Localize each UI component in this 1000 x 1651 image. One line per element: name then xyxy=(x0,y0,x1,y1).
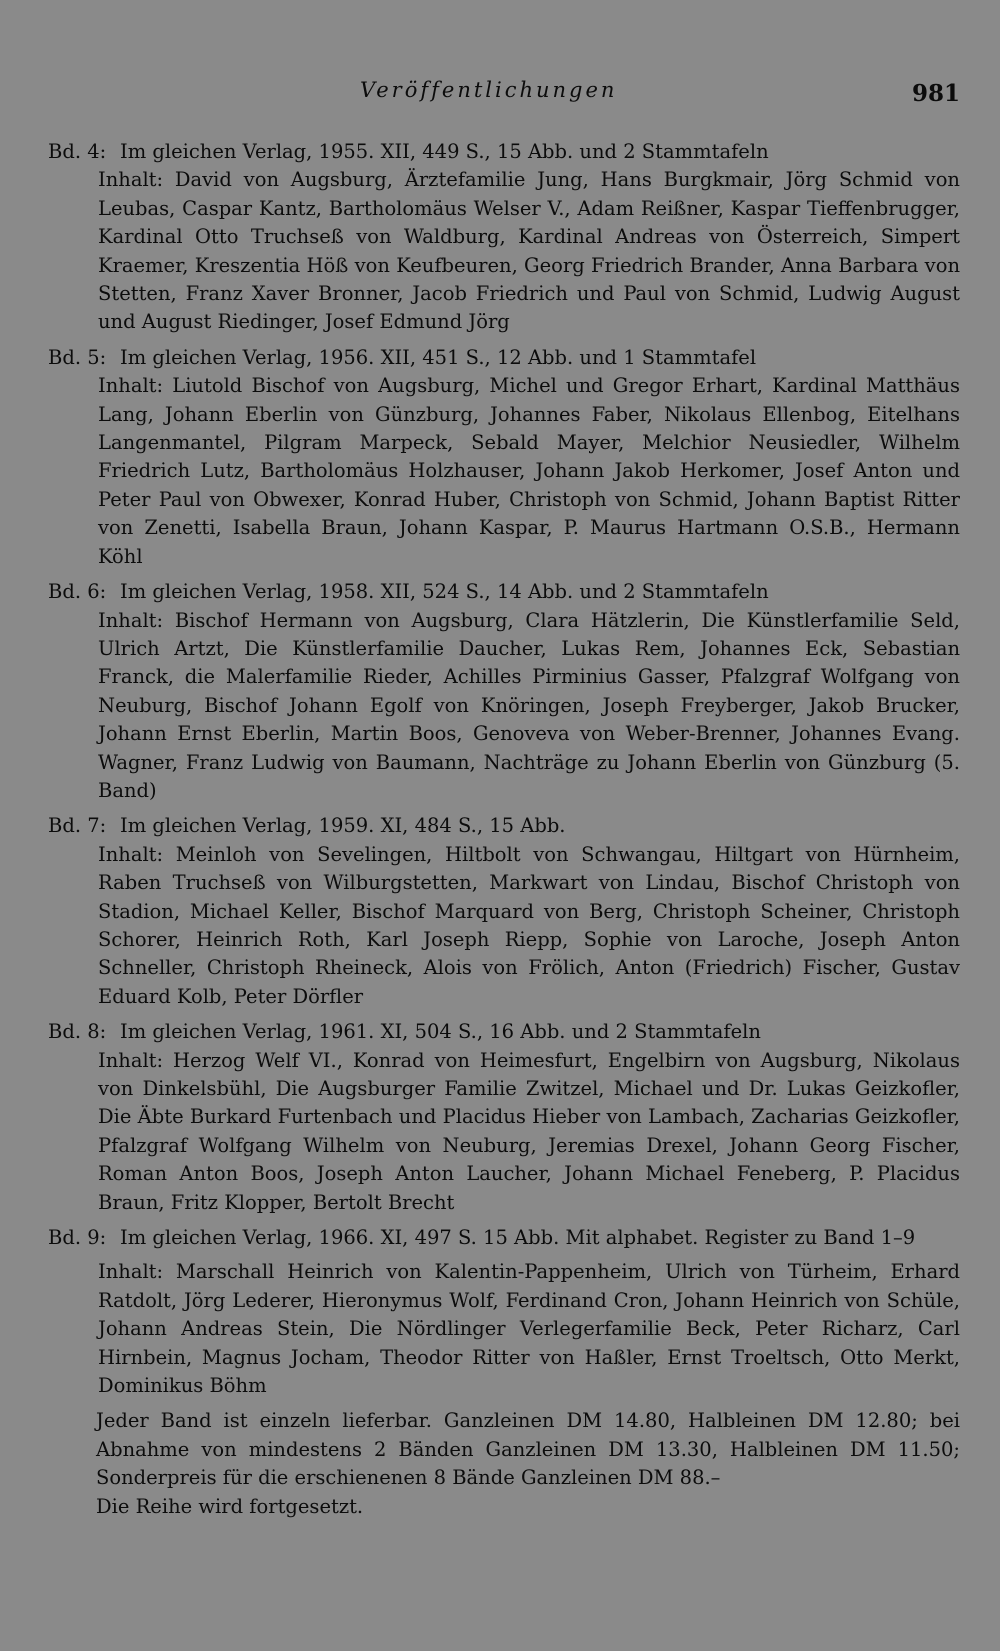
volume-entry-head xyxy=(48,578,960,606)
volume-contents: Inhalt: Bischof Hermann von Augsburg, Clara Hätzlerin, Die Künstlerfamilie Seld, Ulrich Artzt, Die Künstlerfamilie Daucher, Lukas Rem, Johannes Eck, Sebastian Franck, die Malerfamilie Rieder, Achilles Pirminius Gasser, Pfalzgraf Wolfgang von Neuburg, Bischof Johann Egolf von Knöringen, Joseph Freyberger, Jakob Brucker, Johann Ernst Eberlin, Martin Boos, Genoveva von Weber-Brenner, Johannes Evang. Wagner, Franz Ludwig von Baumann, Nachträge zu Johann Eberlin von Günzburg (5. Band) xyxy=(98,608,960,802)
volume-entry-head xyxy=(48,1018,960,1046)
volume-contents: Inhalt: Liutold Bischof von Augsburg, Michel und Gregor Erhart, Kardinal Matthäus Lang, Johann Eberlin von Günzburg, Johannes Faber, Nikolaus Ellenbog, Eitelhans Langenmantel, Pilgram Marpeck, Sebald Mayer, Melchior Neusiedler, Wilhelm Friedrich Lutz, Bartholomäus Holzhauser, Johann Jakob Herkomer, Josef Anton und Peter Paul von Obwexer, Konrad Huber, Christoph von Schmid, Johann Baptist Ritter von Zenetti, Isabella Braun, Johann Kaspar, P. Maurus Hartmann O.S.B., Hermann Köhl xyxy=(98,374,960,568)
volume-contents: Inhalt: David von Augsburg, Ärztefamilie Jung, Hans Burgkmair, Jörg Schmid von Leubas, Caspar Kantz, Bartholomäus Welser V., Adam Reißner, Kaspar Tieffenbrugger, Kardinal Otto Truchseß von Waldburg, Kardinal Andreas von Österreich, Simpert Kraemer, Kreszentia Höß von Keufbeuren, Georg Friedrich Brander, Anna Barbara von Stetten, Franz Xaver Bronner, Jacob Friedrich und Paul von Schmid, Ludwig August und August Riedinger, Josef Edmund Jörg xyxy=(98,168,960,334)
availability-note: Jeder Band ist einzeln lieferbar. Ganzleinen DM 14.80, Halbleinen DM 12.80; bei Abnahme von mindestens 2 Bänden Ganzleinen DM 13.30, Halbleinen DM 11.50; Sonderpreis für die erschienenen 8 Bände Ganzleinen DM 88.– xyxy=(96,1409,960,1490)
volume-entry-5 xyxy=(48,344,960,571)
volume-number: Bd. 7: xyxy=(48,814,107,838)
page-header xyxy=(48,78,960,118)
publication-details: Im gleichen Verlag, 1955. XII, 449 S., 15 Abb. und 2 Stammtafeln xyxy=(120,140,769,163)
volume-entry-9 xyxy=(48,1224,960,1400)
volume-number: Bd. 6: xyxy=(48,580,107,604)
publication-details: Im gleichen Verlag, 1959. XI, 484 S., 15 Abb. xyxy=(120,814,566,838)
publication-details: Im gleichen Verlag, 1966. XI, 497 S. 15 Abb. Mit alphabet. Register zu Band 1–9 xyxy=(120,1226,916,1250)
publication-list xyxy=(48,138,960,1521)
publication-details: Im gleichen Verlag, 1961. XI, 504 S., 16 Abb. und 2 Stammtafeln xyxy=(120,1020,761,1044)
volume-entry-6 xyxy=(48,578,960,805)
running-title: Veröffentlichungen xyxy=(360,78,618,102)
volume-number: Bd. 4: xyxy=(48,140,107,163)
volume-entry-head xyxy=(48,344,960,372)
volume-entry-head xyxy=(48,138,960,166)
volume-contents: Inhalt: Meinloh von Sevelingen, Hiltbolt von Schwangau, Hiltgart von Hürnheim, Raben Truchseß von Wilburgstetten, Markwart von Lindau, Bischof Christoph von Stadion, Michael Keller, Bischof Marquard von Berg, Christoph Scheiner, Christoph Schorer, Heinrich Roth, Karl Joseph Riepp, Sophie von Laroche, Joseph Anton Schneller, Christoph Rheineck, Alois von Frölich, Anton (Friedrich) Fischer, Gustav Eduard Kolb, Peter Dörfler xyxy=(98,842,960,1008)
volume-number: Bd. 5: xyxy=(48,345,107,369)
volume-contents: Inhalt: Marschall Heinrich von Kalentin-Pappenheim, Ulrich von Türheim, Erhard Ratdolt, Jörg Lederer, Hieronymus Wolf, Ferdinand Cron, Johann Heinrich von Schüle, Johann Andreas Stein, Die Nördlinger Verlegerfamilie Beck, Peter Richarz, Carl Hirnbein, Magnus Jocham, Theodor Ritter von Haßler, Ernst Troeltsch, Otto Merkt, Dominikus Böhm xyxy=(98,1260,960,1398)
volume-entry-4 xyxy=(48,138,960,337)
volume-entry-8 xyxy=(48,1018,960,1217)
volume-entry-head xyxy=(48,1224,960,1252)
volume-number: Bd. 9: xyxy=(48,1226,107,1250)
publication-details: Im gleichen Verlag, 1956. XII, 451 S., 12 Abb. und 1 Stammtafel xyxy=(120,345,757,369)
volume-entry-head xyxy=(48,812,960,840)
volume-number: Bd. 8: xyxy=(48,1020,107,1044)
publication-details: Im gleichen Verlag, 1958. XII, 524 S., 14 Abb. und 2 Stammtafeln xyxy=(120,580,769,604)
volume-entry-7 xyxy=(48,812,960,1011)
volume-contents: Inhalt: Herzog Welf VI., Konrad von Heimesfurt, Engelbirn von Augsburg, Nikolaus von Dinkelsbühl, Die Augsburger Familie Zwitzel, Michael und Dr. Lukas Geizkofler, Die Äbte Burkard Furtenbach und Placidus Hieber von Lambach, Zacharias Geizkofler, Pfalzgraf Wolfgang Wilhelm von Neuburg, Jeremias Drexel, Johann Georg Fischer, Roman Anton Boos, Joseph Anton Laucher, Johann Michael Feneberg, P. Placidus Braun, Fritz Klopper, Bertolt Brecht xyxy=(98,1048,960,1214)
series-continuation-note: Die Reihe wird fortgesetzt. xyxy=(96,1494,364,1518)
page-number: 981 xyxy=(911,80,960,107)
